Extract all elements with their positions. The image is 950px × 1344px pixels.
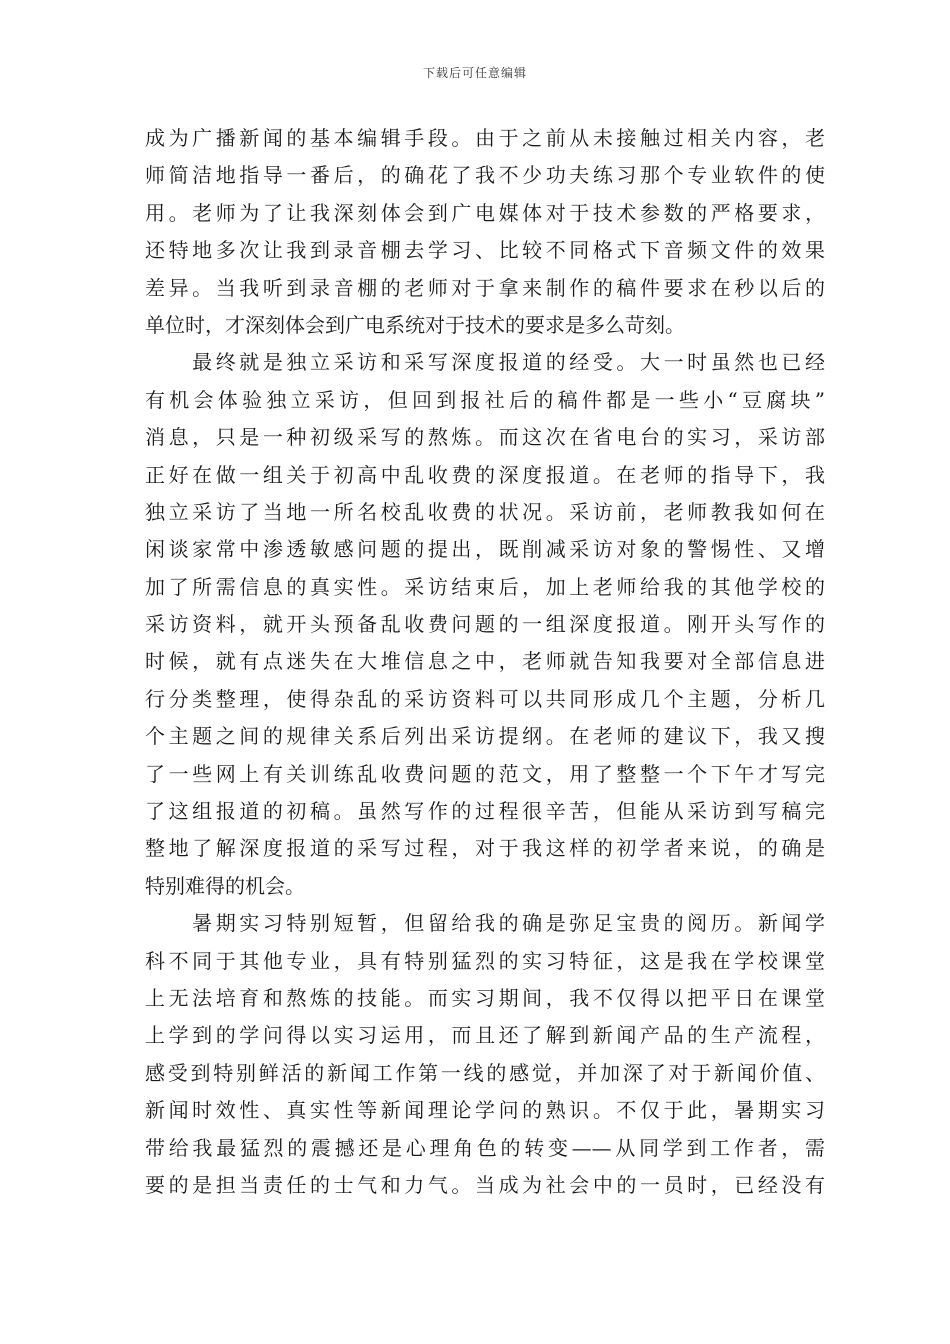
text-line: 最终就是独立采访和采写深度报道的经受。大一时虽然也已经	[145, 350, 825, 375]
text-line: 行分类整理，使得杂乱的采访资料可以共同形成几个主题，分析几	[145, 686, 825, 711]
text-line: 了这组报道的初稿。虽然写作的过程很辛苦，但能从采访到写稿完	[145, 799, 825, 824]
text-line: 了一些网上有关训练乱收费问题的范文，用了整整一个下午才写完	[145, 761, 825, 786]
text-line: 加了所需信息的真实性。采访结束后，加上老师给我的其他学校的	[145, 574, 825, 599]
text-line: 正好在做一组关于初高中乱收费的深度报道。在老师的指导下，我	[145, 462, 825, 487]
text-line: 要的是担当责任的士气和力气。当成为社会中的一员时，已经没有	[145, 1172, 825, 1197]
text-line: 独立采访了当地一所名校乱收费的状况。采访前，老师教我如何在	[145, 499, 825, 524]
text-line: 个主题之间的规律关系后列出采访提纲。在老师的建议下，我又搜	[145, 724, 825, 749]
text-line: 带给我最猛烈的震撼还是心理角色的转变——从同学到工作者，需	[145, 1135, 825, 1160]
text-line: 上无法培育和熬炼的技能。而实习期间，我不仅得以把平日在课堂	[145, 985, 825, 1010]
text-line: 科不同于其他专业，具有特别猛烈的实习特征，这是我在学校课堂	[145, 948, 825, 973]
text-line: 单位时，才深刻体会到广电系统对于技术的要求是多么苛刻。	[145, 312, 685, 337]
text-line: 闲谈家常中渗透敏感问题的提出，既削减采访对象的警惕性、又增	[145, 537, 825, 562]
text-line: 特别难得的机会。	[145, 873, 305, 898]
text-line: 还特地多次让我到录音棚去学习、比较不同格式下音频文件的效果	[145, 238, 825, 263]
text-line: 时候，就有点迷失在大堆信息之中，老师就告知我要对全部信息进	[145, 649, 825, 674]
text-line: 采访资料，就开头预备乱收费问题的一组深度报道。刚开头写作的	[145, 612, 825, 637]
text-line: 成为广播新闻的基本编辑手段。由于之前从未接触过相关内容，老	[145, 126, 825, 150]
text-line: 新闻时效性、真实性等新闻理论学问的熟识。不仅于此，暑期实习	[145, 1098, 825, 1123]
document-body	[145, 120, 825, 1204]
page-header: 下载后可任意编辑	[422, 66, 527, 80]
text-line: 整地了解深度报道的采写过程，对于我这样的初学者来说，的确是	[145, 836, 825, 861]
text-line: 师简洁地指导一番后，的确花了我不少功夫练习那个专业软件的使	[145, 163, 825, 188]
text-line: 消息，只是一种初级采写的熬炼。而这次在省电台的实习，采访部	[145, 425, 825, 450]
text-line: 上学到的学问得以实习运用，而且还了解到新闻产品的生产流程，	[145, 1023, 825, 1048]
text-line: 差异。当我听到录音棚的老师对于拿来制作的稿件要求在秒以后的	[145, 275, 825, 300]
text-line: 用。老师为了让我深刻体会到广电媒体对于技术参数的严格要求，	[145, 200, 825, 225]
text-line: 感受到特别鲜活的新闻工作第一线的感觉，并加深了对于新闻价值、	[145, 1060, 825, 1085]
text-line: 有机会体验独立采访，但回到报社后的稿件都是一些小“豆腐块”	[145, 387, 825, 412]
text-line: 暑期实习特别短暂，但留给我的确是弥足宝贵的阅历。新闻学	[145, 911, 825, 936]
